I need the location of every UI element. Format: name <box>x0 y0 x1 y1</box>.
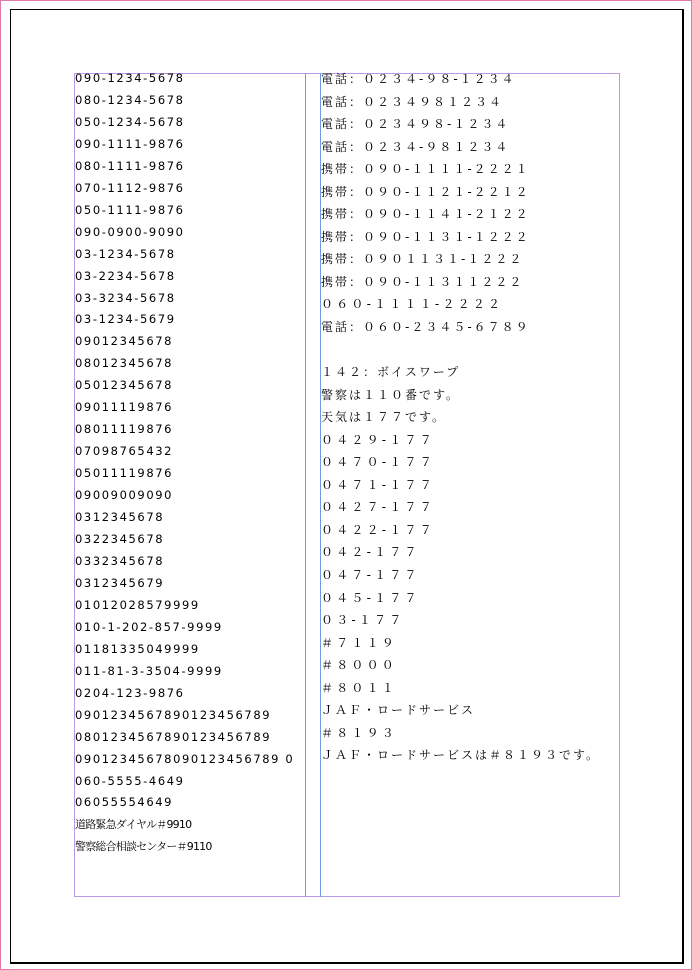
text-line: 携帯：０９０１１３１-１２２２ <box>321 252 524 267</box>
text-line: 050-1234-5678 <box>75 114 185 129</box>
text-line: 08011119876 <box>75 422 174 437</box>
text-line: ０４２-１７７ <box>321 545 420 560</box>
text-line: 090-1111-9876 <box>75 136 185 151</box>
text-line: 011-81-3-3504-9999 <box>75 663 223 678</box>
right-column <box>321 68 616 767</box>
text-line: ＃８０１１ <box>321 680 398 695</box>
left-column <box>75 68 303 858</box>
text-line: ０４５-１７７ <box>321 590 420 605</box>
text-line: 09011119876 <box>75 400 174 415</box>
text-line: 0312345679 <box>75 575 165 590</box>
text-line: 090-0900-9090 <box>75 224 185 239</box>
text-line: 電話：０２３４９８１２３４ <box>321 94 504 109</box>
text-line: 05011119876 <box>75 466 174 481</box>
text-line: 05012345678 <box>75 378 174 393</box>
text-line: 09012345678 <box>75 334 174 349</box>
text-line: 警察総合相談センター＃9110 <box>75 840 212 854</box>
text-line: 07098765432 <box>75 444 174 459</box>
text-line: 電話：０６０-２３４５-６７８９ <box>321 320 530 335</box>
text-line: ＃８０００ <box>321 658 398 673</box>
text-line: 道路緊急ダイヤル＃9910 <box>75 818 192 832</box>
text-line: ０４２７-１７７ <box>321 500 435 515</box>
text-line: 09009009090 <box>75 488 174 503</box>
text-line: 01012028579999 <box>75 597 200 612</box>
text-line: 090-1234-5678 <box>75 71 185 85</box>
text-line: ０４７０-１７７ <box>321 455 435 470</box>
text-line <box>321 339 616 362</box>
text-line: 09012345678090123456789 0 <box>75 751 295 766</box>
text-line: ０６０-１１１１-２２２２ <box>321 297 504 312</box>
text-line: 03-1234-5678 <box>75 246 176 261</box>
text-line: 01181335049999 <box>75 641 200 656</box>
text-line: 03-1234-5679 <box>75 312 176 327</box>
text-line: 03-3234-5678 <box>75 290 176 305</box>
column-gutter-left-edge <box>305 73 306 897</box>
text-line: 080-1234-5678 <box>75 92 185 107</box>
text-line: 080-1111-9876 <box>75 158 185 173</box>
text-line: ０４７１-１７７ <box>321 477 435 492</box>
text-line: 08012345678 <box>75 356 174 371</box>
text-line: 0204-123-9876 <box>75 685 185 700</box>
text-line: 0312345678 <box>75 510 165 525</box>
text-line: 電話：０２３４-９８-１２３４ <box>321 72 516 86</box>
text-line: 携帯：０９０-１１３１１２２２ <box>321 274 524 289</box>
text-line: 天気は１７７です。 <box>321 410 447 425</box>
text-line: ０４２２-１７７ <box>321 522 435 537</box>
text-line: 携帯：０９０-１１２１-２２１２ <box>321 184 530 199</box>
text-line: ０４２９-１７７ <box>321 432 435 447</box>
text-line: 警察は１１０番です。 <box>321 387 461 402</box>
text-line: 03-2234-5678 <box>75 268 176 283</box>
text-line: 060-5555-4649 <box>75 773 185 788</box>
text-line: 0801234567890123456789 <box>75 729 272 744</box>
text-line: ＃７１１９ <box>321 635 398 650</box>
text-line: 070-1112-9876 <box>75 180 185 195</box>
text-line: 0322345678 <box>75 532 165 547</box>
text-line: 携帯：０９０-１１１１-２２２１ <box>321 162 530 177</box>
text-line: ＪＡＦ・ロードサービスは＃８１９３です。 <box>321 748 601 763</box>
text-line: 電話：０２３４９８-１２３４ <box>321 117 510 132</box>
text-line: 携帯：０９０-１１３１-１２２２ <box>321 229 530 244</box>
text-line: 010-1-202-857-9999 <box>75 619 223 634</box>
text-line: ＪＡＦ・ロードサービス <box>321 703 476 718</box>
text-line: 050-1111-9876 <box>75 202 185 217</box>
text-line: ０３-１７７ <box>321 613 405 628</box>
text-line: 0332345678 <box>75 553 165 568</box>
text-line: １４２：ボイスワープ <box>321 365 461 380</box>
text-line: ＃８１９３ <box>321 725 398 740</box>
text-line: 携帯：０９０-１１４１-２１２２ <box>321 207 530 222</box>
text-line: 電話：０２３４-９８１２３４ <box>321 139 510 154</box>
text-line: 06055554649 <box>75 795 174 810</box>
text-line: ０４７-１７７ <box>321 568 420 583</box>
text-line: 0901234567890123456789 <box>75 707 272 722</box>
